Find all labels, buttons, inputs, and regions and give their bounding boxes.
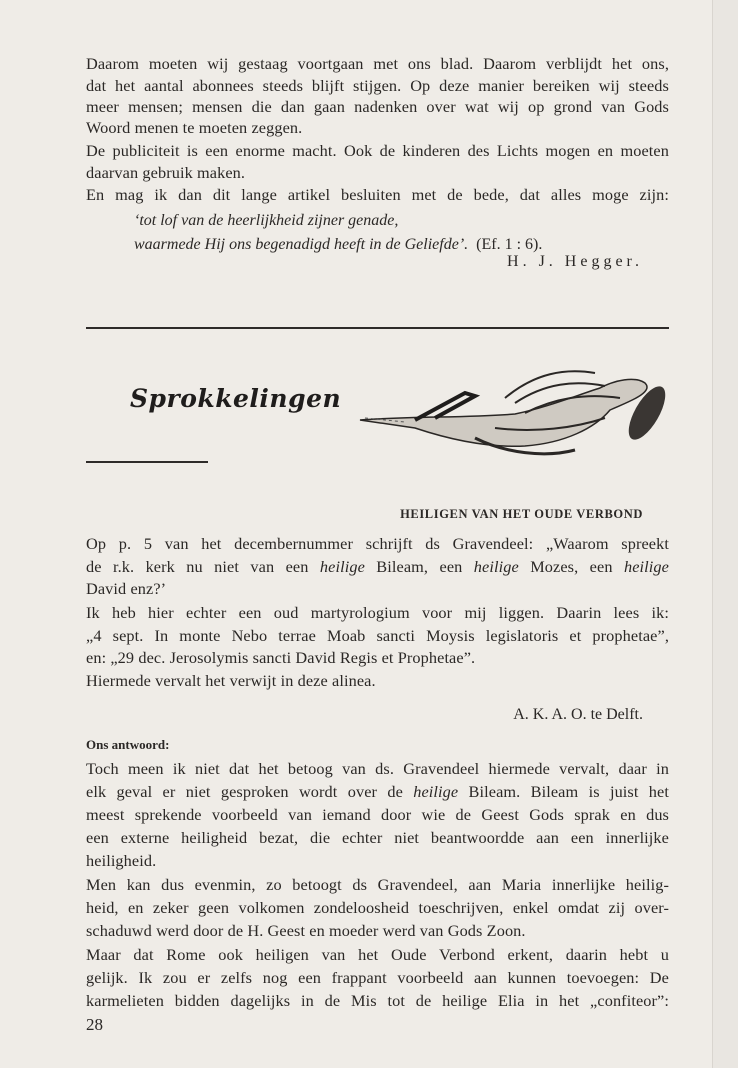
- emphasis-text: heilige: [413, 782, 459, 801]
- hand-gleaning-illustration: [355, 358, 675, 463]
- text-run: heiligheid.: [86, 851, 157, 870]
- section-title: Sprokkelingen: [130, 384, 342, 413]
- text-run: daarvan gebruik maken.: [86, 163, 246, 182]
- text-line: [86, 163, 669, 183]
- text-line: [86, 534, 669, 554]
- text-run: Woord menen te moeten zeggen.: [86, 118, 303, 137]
- text-run: David enz?’: [86, 579, 167, 598]
- text-run: dat het aantal abonnees steeds blijft stijgen. Op deze manier bereiken wij steeds: [86, 76, 669, 95]
- text-run: gelijk. Ik zou er zelfs nog een frappant voorbeeld aan kunnen toevoegen: De: [86, 968, 669, 987]
- text-run: elk geval er niet gesproken wordt over de: [86, 782, 414, 801]
- text-line: [86, 968, 669, 988]
- text-run: en: „29 dec. Jerosolymis sancti David Regis et Prophetae”.: [86, 648, 476, 667]
- text-run: De publiciteit is een enorme macht. Ook de kinderen des Lichts mogen en moeten: [86, 141, 669, 160]
- text-line: [86, 141, 669, 161]
- text-line: [86, 828, 669, 848]
- quote-line-1: ‘tot lof van de heerlijkheid zijner genade,: [134, 212, 399, 229]
- text-line: [86, 945, 669, 965]
- emphasis-text: heilige: [623, 557, 669, 576]
- text-run: Op p. 5 van het decembernummer schrijft ds Gravendeel: „Waarom spreekt: [86, 534, 669, 553]
- text-line: [86, 805, 669, 825]
- text-line: [86, 76, 669, 96]
- text-line: [86, 626, 669, 646]
- quote-text: waarmede Hij ons begenadigd heeft in de Geliefde’.: [134, 236, 469, 253]
- text-line: [86, 782, 669, 802]
- text-line: [86, 648, 669, 668]
- text-line: [86, 97, 669, 117]
- text-run: de r.k. kerk nu niet van een: [86, 557, 320, 576]
- text-run: een externe heiligheid bezat, die echter niet beantwoordde aan een innerlijke: [86, 828, 669, 847]
- text-line: [86, 898, 669, 918]
- title-underline: [86, 461, 208, 463]
- text-line: [86, 671, 669, 691]
- author-signature: H. J. Hegger.: [507, 253, 643, 270]
- text-line: [86, 118, 669, 138]
- text-line: [86, 991, 669, 1011]
- text-run: Men kan dus evenmin, zo betoogt ds Gravendeel, aan Maria innerlijke heilig-: [86, 875, 669, 894]
- text-line: [86, 851, 669, 871]
- text-run: schaduwd werd door de H. Geest en moeder werd van Gods Zoon.: [86, 921, 526, 940]
- text-line: [86, 557, 669, 577]
- text-line: [86, 579, 669, 599]
- text-line: [86, 603, 669, 623]
- emphasis-text: heilige: [319, 557, 365, 576]
- text-line: [86, 921, 669, 941]
- text-line: [86, 54, 669, 74]
- text-run: Bileam, een: [364, 557, 474, 576]
- letter-signature: A. K. A. O. te Delft.: [513, 706, 643, 723]
- text-run: meest sprekende voorbeeld van iemand door wie de Geest Gods sprak en dus: [86, 805, 669, 824]
- quote-line-2: [134, 236, 542, 254]
- text-run: Toch meen ik niet dat het betoog van ds. Gravendeel hiermede vervalt, daar in: [86, 759, 669, 778]
- text-run: meer mensen; mensen die dan gaan nadenken over wat wij op grond van Gods: [86, 97, 669, 116]
- text-run: Maar dat Rome ook heiligen van het Oude Verbond erkent, daarin hebt u: [86, 945, 669, 964]
- text-run: Hiermede vervalt het verwijt in deze alinea.: [86, 671, 376, 690]
- answer-heading: Ons antwoord:: [86, 737, 170, 752]
- text-run: En mag ik dan dit lange artikel besluiten met de bede, dat alles moge zijn:: [86, 185, 669, 204]
- scripture-reference: (Ef. 1 : 6).: [476, 236, 543, 253]
- article-heading: HEILIGEN VAN HET OUDE VERBOND: [400, 507, 643, 521]
- text-line: [86, 185, 669, 205]
- text-run: „4 sept. In monte Nebo terrae Moab sancti Moysis legislatoris et prophetae”,: [86, 626, 669, 645]
- text-run: heid, en zeker geen volkomen zondeloosheid toeschrijven, enkel omdat zij over-: [86, 898, 669, 917]
- text-run: karmelieten bidden dagelijks in de Mis tot de heilige Elia in het „confiteor”:: [86, 991, 669, 1010]
- text-line: [86, 875, 669, 895]
- emphasis-text: heilige: [473, 557, 519, 576]
- text-run: Mozes, een: [518, 557, 624, 576]
- text-run: Ik heb hier echter een oud martyrologium voor mij liggen. Daarin lees ik:: [86, 603, 669, 622]
- page-number: 28: [86, 1015, 103, 1034]
- section-divider: [86, 327, 669, 329]
- text-run: Bileam. Bileam is juist het: [458, 782, 669, 801]
- text-run: Daarom moeten wij gestaag voortgaan met ons blad. Daarom verblijdt het ons,: [86, 54, 669, 73]
- text-line: [86, 759, 669, 779]
